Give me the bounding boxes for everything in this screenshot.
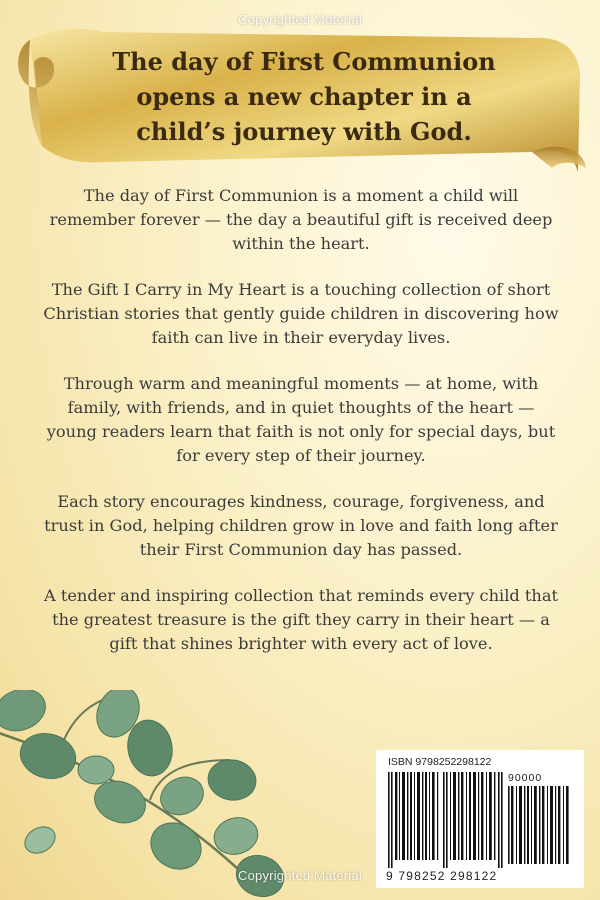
banner-line: child’s journey with God.	[136, 117, 472, 146]
paragraph: The Gift I Carry in My Heart is a touching collection of short Christian stories that gently guide children in discovering how faith can live in their everyday lives.	[43, 280, 559, 347]
watermark-top: Copyrighted Material	[238, 12, 362, 27]
barcode-bars-main	[388, 772, 504, 868]
barcode-bars-addon	[508, 776, 572, 864]
banner-line: The day of First Communion	[112, 47, 496, 76]
price-addon-label: 90000	[508, 772, 543, 784]
paragraph: Each story encourages kindness, courage, forgiveness, and trust in God, helping children grow in love and faith long after their First Communion day has passed.	[44, 492, 558, 559]
paragraph: The day of First Communion is a moment a child will remember forever — the day a beautiful gift is received deep within the heart.	[49, 186, 553, 253]
isbn-digits: 9 798252 298122	[386, 869, 498, 883]
paragraph: Through warm and meaningful moments — at home, with family, with friends, and in quiet thoughts of the heart — young readers learn that faith is not only for special days, but for every step of their journey.	[46, 374, 556, 465]
title-banner	[12, 22, 590, 174]
banner-line: opens a new chapter in a	[136, 82, 472, 111]
description	[42, 184, 560, 678]
watermark-bottom: Copyrighted Material	[238, 868, 362, 883]
paragraph: A tender and inspiring collection that reminds every child that the greatest treasure is the gift they carry in their heart — a gift that shines brighter with every act of love.	[44, 586, 558, 653]
isbn-label: ISBN 9798252298122	[388, 756, 492, 768]
banner-headline	[104, 44, 504, 149]
